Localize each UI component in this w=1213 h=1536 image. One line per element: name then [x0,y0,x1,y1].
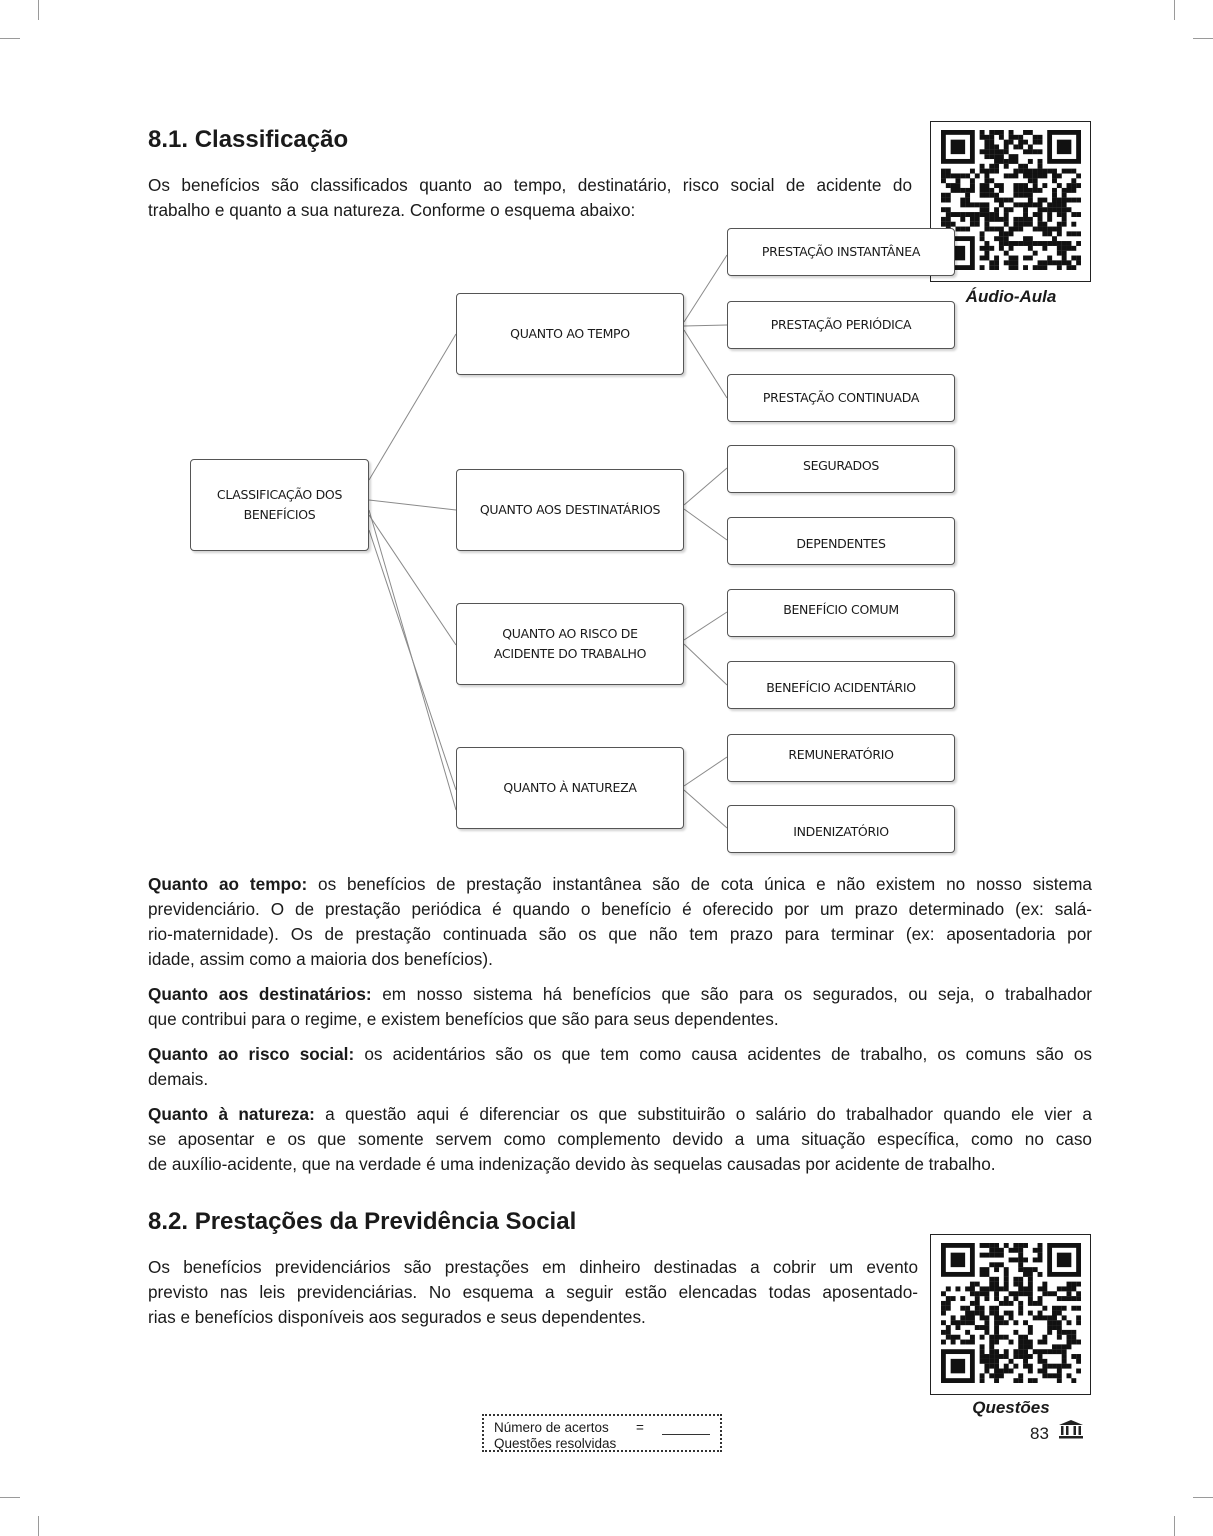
explanation-term: Quanto ao tempo: [148,874,308,894]
connector-line [684,790,727,828]
qr-caption-audio: Áudio-Aula [965,287,1057,306]
explanation-line: a questão aqui é diferenciar os que substituirão o salário do trabalhador quando ele vier a [314,1104,1092,1124]
tally-equals: = [636,1420,644,1435]
explanation-term: Quanto aos destinatários: [148,984,372,1004]
diagram-leaf-node: REMUNERATÓRIO [727,734,955,782]
diagram-group-node: QUANTO AOS DESTINATÁRIOS [456,469,684,551]
connector-line [684,612,727,640]
book-icon [1057,1419,1085,1439]
diagram-leaf-node: INDENIZATÓRIO [727,805,955,853]
section-text-line: rias e benefícios disponíveis aos segurados e seus dependentes. [148,1307,646,1327]
connector-line [684,325,727,326]
crop-mark [1174,1516,1175,1536]
connector-line [369,334,456,480]
tally-label-correct: Número de acertos [494,1420,609,1435]
connector-line [684,330,727,398]
explanation-line: rio-maternidade). Os de prestação continuada são os que não tem prazo para terminar (ex: aposentadoria por [148,924,1092,944]
connector-line [684,468,727,505]
connector-line [369,510,456,810]
diagram-leaf-node: BENEFÍCIO COMUM [727,589,955,637]
section-heading: 8.1. Classificação [148,126,349,153]
connector-line [684,757,727,786]
section-text-line: previsto nas leis previdenciárias. No esquema a seguir estão elencadas todas aposentado- [148,1282,918,1302]
qr-code-icon [941,1243,1081,1383]
diagram-leaf-node: PRESTAÇÃO PERIÓDICA [727,301,955,349]
explanation-line: os acidentários são os que tem como causa acidentes de trabalho, os comuns são os [354,1044,1093,1064]
diagram-group-node: QUANTO AO TEMPO [456,293,684,375]
crop-mark [0,1497,20,1498]
section-heading: 8.2. Prestações da Previdência Social [148,1208,577,1235]
qr-caption-questions: Questões [972,1398,1050,1417]
diagram-leaf-node: DEPENDENTES [727,517,955,565]
explanation-line: demais. [148,1069,209,1089]
score-tally-box [482,1414,722,1452]
tally-label-solved: Questões resolvidas [494,1436,617,1451]
explanation-line: os benefícios de prestação instantânea são de cota única e não existem no nosso sistema [307,874,1092,894]
diagram-leaf-node: BENEFÍCIO ACIDENTÁRIO [727,661,955,709]
explanation-line: previdenciário. O de prestação periódica é quando o benefício é oferecido por um prazo determinado (ex: salá- [148,899,1092,919]
intro-line: trabalho e quanto a sua natureza. Conforme o esquema abaixo: [148,200,636,220]
explanation-line: que contribui para o regime, e existem benefícios que são para seus dependentes. [148,1009,779,1029]
explanation-term: Quanto ao risco social: [148,1044,355,1064]
diagram-leaf-node: PRESTAÇÃO CONTINUADA [727,374,955,422]
connector-line [684,509,727,540]
diagram-leaf-node: PRESTAÇÃO INSTANTÂNEA [727,228,955,276]
crop-mark [1193,1497,1213,1498]
connector-line [684,644,727,685]
explanation-line: de auxílio-acidente, que na verdade é uma indenização devido às sequelas causadas por acidente de trabalho. [148,1154,996,1174]
diagram-group-node: QUANTO AO RISCO DE ACIDENTE DO TRABALHO [456,603,684,685]
explanation-line: se aposentar e os que somente servem como complemento devido a uma situação específica, como no caso [148,1129,1092,1149]
intro-line: Os benefícios são classificados quanto ao tempo, destinatário, risco social de acidente do [148,175,912,195]
explanation-line: em nosso sistema há benefícios que são para os segurados, ou seja, o trabalhador [371,984,1093,1004]
connector-line [684,255,727,322]
connector-line [369,515,456,645]
diagram-group-node: QUANTO À NATUREZA [456,747,684,829]
page-number: 83 [1030,1424,1049,1443]
diagram-leaf-node: SEGURADOS [727,445,955,493]
diagram-root-node: CLASSIFICAÇÃO DOS BENEFÍCIOS [190,459,369,551]
connector-line [369,500,456,510]
tally-answer-blank[interactable] [662,1434,710,1435]
explanation-term: Quanto à natureza: [148,1104,315,1124]
qr-code-questions[interactable] [930,1234,1091,1395]
section-text-line: Os benefícios previdenciários são prestações em dinheiro destinadas a cobrir um evento [148,1257,918,1277]
explanation-line: idade, assim como a maioria dos benefícios). [148,949,493,969]
crop-mark [38,1516,39,1536]
